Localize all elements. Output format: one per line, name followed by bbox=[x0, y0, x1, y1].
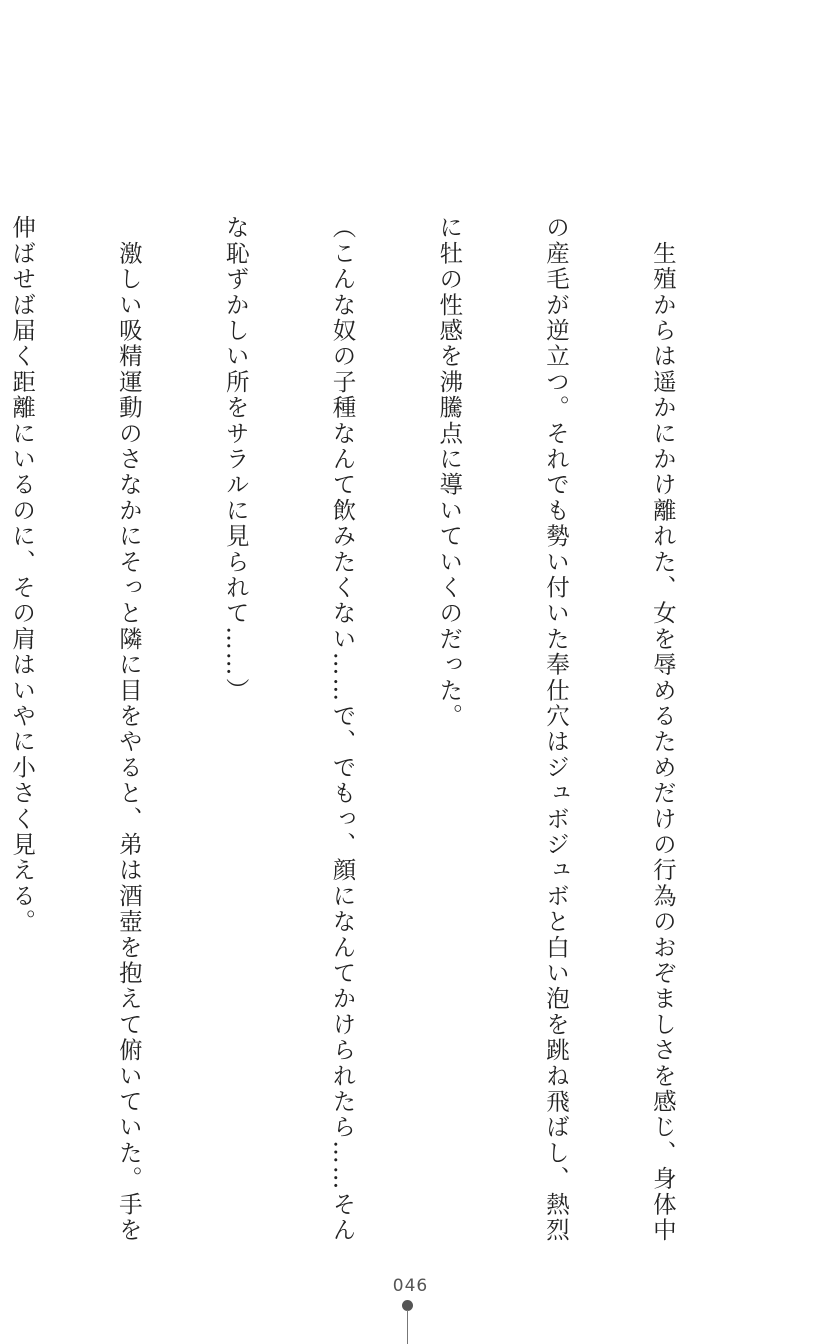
text-line: 伸ばせば届く距離にいるのに、その肩はいやに小さく見える。 bbox=[8, 215, 37, 935]
text-line: の産毛が逆立つ。それでも勢い付いた奉仕穴はジュボジュボと白い泡を跳ね飛ばし、熱烈 bbox=[542, 215, 571, 1243]
text-line: な恥ずかしい所をサラルに見られて……） bbox=[221, 215, 250, 704]
vertical-text-body bbox=[0, 215, 751, 1243]
text-line: 激しい吸精運動のさなかにそっと隣に目をやると、弟は酒壺を抱えて俯いていた。手を bbox=[114, 215, 143, 1243]
text-line: に牡の性感を沸騰点に導いていくのだった。 bbox=[435, 215, 464, 729]
page-number: 046 bbox=[392, 1276, 429, 1296]
page-marker-line bbox=[407, 1310, 408, 1344]
text-line: 生殖からは遥かにかけ離れた、女を辱めるためだけの行為のおぞましさを感じ、身体中 bbox=[648, 215, 677, 1243]
text-line: （こんな奴の子種なんて飲みたくない……で、でもっ、顔になんてかけられたら……そん bbox=[328, 215, 357, 1243]
